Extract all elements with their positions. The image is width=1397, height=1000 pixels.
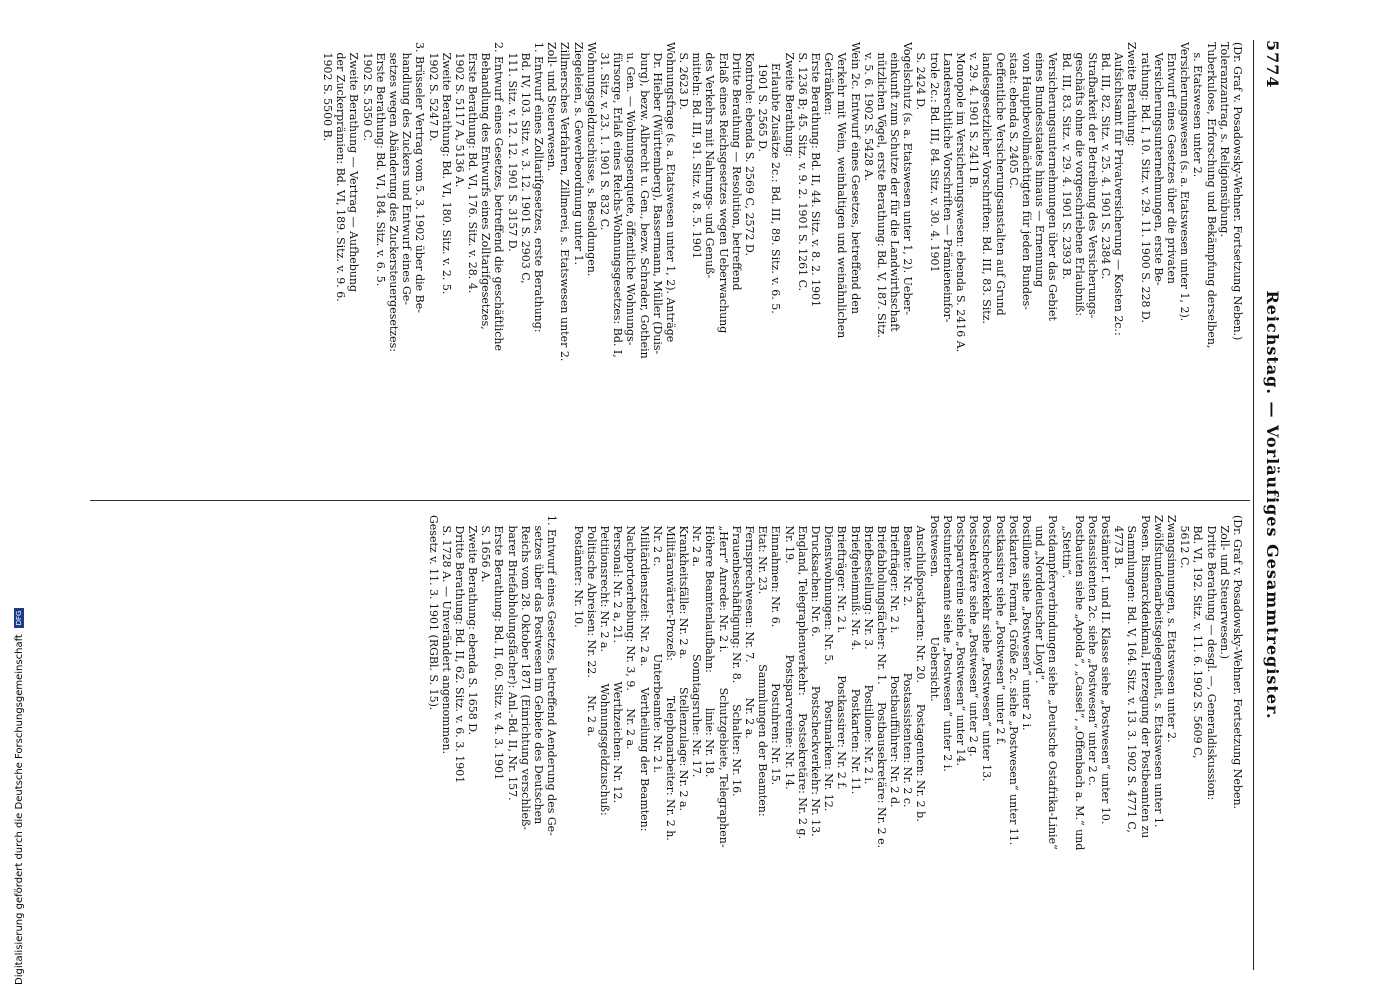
text-line: Zweite Berathung: Bd. VI, 180. Sitz. v. 2. 5.: [439, 42, 453, 295]
text-line: Postdampferverbindungen siehe „Deutsche Ostafrika-Linie“: [1046, 515, 1060, 850]
text-line: Monopole im Versicherungswesen: ebenda S. 2416 A.: [954, 42, 968, 353]
text-line: Briefträger: Nr. 2 i. Postkassirer: Nr. 2 f.: [835, 515, 849, 790]
text-line: Etat: Nr. 23. Sammlungen der Beamten:: [756, 515, 770, 817]
text-line: Zweite Berathung — Vertrag — Aufhebung: [347, 42, 361, 293]
text-line: Versicherungswesen (s. a. Etatswesen unter 1, 2).: [1178, 42, 1192, 322]
text-line: Anschlußpostkarten: Nr. 20. Postagenten: Nr. 2 b.: [914, 515, 928, 822]
text-line: Vogelschutz (s. a. Etatswesen unter 1, 2). Ueber-: [901, 42, 915, 315]
text-line: England, Telegraphenverkehr: Postsekretäre: Nr. 2 g.: [795, 515, 809, 840]
text-line: nützlichen Vögel, erste Berathung: Bd. V, 187. Sitz.: [874, 42, 888, 338]
text-line: Oeffentliche Versicherungsanstalten auf Grund: [993, 42, 1007, 316]
text-line: Dr. Hieber (Württemberg), Bassermann, Müller (Duis-: [650, 42, 664, 355]
text-line: der Zuckerprämien: Bd. VI, 189. Sitz. v. 9. 6.: [334, 42, 348, 302]
text-line: Zillmersches Verfahren, Zillmerei, s. Etatswesen unter 2.: [558, 42, 572, 362]
text-line: Bd. III, 82. Sitz. v. 25. 4. 1901 S. 2384 C.: [1099, 42, 1113, 280]
text-line: Erlaß eines Reichsgesetzes wegen Ueberwachung: [716, 42, 730, 334]
text-line: Strafbarkeit der Betreibung des Versicherungs-: [1085, 42, 1099, 319]
header-rule: [1253, 40, 1254, 970]
text-line: Zwölfstundenarbeitsgelegenheit, s. Etatswesen unter 1.: [1151, 515, 1165, 828]
text-line: Zoll- und Steuerwesen.: [545, 42, 559, 172]
text-line: Postämter: Nr. 10.: [571, 515, 585, 628]
text-line: 1902 S. 5500 B.: [321, 42, 335, 142]
text-line: Militärdienstzeit: Nr. 2 a. Vertheilung der Beamten:: [637, 515, 651, 832]
text-line: [558, 515, 571, 960]
text-line: Wohnungsfrage (s. a. Etatswesen unter 1, 2). Anträge: [663, 42, 677, 343]
text-line: (Dr. Graf v. Posadowsky-Wehner. Fortsetzung Neben.: [1231, 515, 1244, 810]
text-line: Drucksachen: Nr. 6. Postscheckverkehr: Nr. 13.: [809, 515, 822, 837]
text-line: Bd. IV, 103. Sitz. v. 3. 12. 1901 S. 2903 C,: [518, 42, 532, 284]
text-line: Nachportoerhebung: Nr. 3, 9. Nr. 2 a.: [624, 515, 638, 750]
text-line: Beamte: Nr. 2. Postassistenten: Nr. 2 c.: [901, 515, 915, 808]
text-line: Zweite Berathung:: [1125, 42, 1139, 147]
text-line: Nr. 2 c. Unterbeamte: Nr. 2 i.: [650, 515, 664, 774]
text-line: 1. Entwurf eines Gesetzes, betreffend Aenderung des Ge-: [545, 515, 559, 836]
text-line: Fernsprechwesen: Nr. 7. Nr. 2 a.: [743, 515, 757, 739]
text-line: burg), bezw. Albrecht u. Gen., bezw. Schrader, Gothein: [637, 42, 651, 359]
left-column: [321, 42, 1244, 487]
text-line: Militäranwärter-Prozeß: Telephonarbeiter: Nr. 2 h.: [663, 515, 677, 841]
text-line: Aufsichtsamt für Privatversicherung — Kosten 2c.:: [1112, 42, 1126, 336]
page-header: [1252, 40, 1282, 970]
text-line: setzes wegen Abänderung des Zuckersteuergesetzes:: [387, 42, 400, 352]
text-line: Dritte Berathung — desgl. —, Generaldiskussion:: [1204, 515, 1218, 801]
dfg-logo: DFG: [14, 608, 24, 628]
text-line: Dritte Berathung — Resolution, betreffend: [729, 42, 743, 291]
text-line: eines Bundesstaates hinaus — Ernennung: [1033, 42, 1047, 288]
text-line: Einnahmen: Nr. 6. Postuhren: Nr. 15.: [769, 515, 783, 786]
text-line: landesgesetzlicher Vorschriften: Bd. III, 83. Sitz.: [980, 42, 994, 324]
text-line: Wohnungsgeldzuschüsse, s. Besoldungen.: [584, 42, 598, 277]
text-line: Briefgeheimniß: Nr. 4. Postkarten: Nr. 11.: [848, 515, 862, 795]
text-line: Erste Berathung: Bd. II, 60. Sitz. v. 4. 3. 1901: [492, 515, 506, 781]
text-line: Postscheckverkehr siehe „Postwesen“ unter 13.: [980, 515, 994, 782]
text-line: Personal: Nr. 2 a, 21. Werthzeichen: Nr. 12.: [611, 515, 625, 804]
text-line: Bd. VI, 192. Sitz. v. 11. 6. 1902 S. 5609 C,: [1191, 515, 1205, 759]
text-line: v. 29. 4. 1901 S. 2411 B.: [967, 42, 981, 189]
text-line: Briefabholungsfächer: Nr. 1. Postbausekretäre: Nr. 2 e.: [874, 515, 888, 849]
text-line: Postillone siehe „Postwesen“ unter 2 i.: [1020, 515, 1033, 731]
text-line: Reichs vom 28. Oktober 1871 (Einrichtung verschließ-: [518, 515, 532, 831]
text-line: und „Norddeutscher Lloyd“.: [1033, 515, 1047, 684]
text-line: S. 2623 D.: [677, 42, 691, 111]
text-line: Sammlungen: Bd. V, 164. Sitz. v. 13. 3. 1902 S. 4771 C,: [1125, 515, 1139, 833]
text-line: „Herr“ Anrede: Nr. 2 i. Schutzgebiete, Telegraphen-: [716, 515, 730, 848]
text-line: Gesetz v. 11. 3. 1901 (RGBl. S. 15).: [426, 515, 440, 711]
text-line: einkunft zum Schutze der für die Landwirthschaft: [888, 42, 902, 332]
text-line: 5612 C.: [1178, 515, 1192, 569]
text-line: Nr. 19. Postsparvereine: Nr. 14.: [782, 515, 796, 790]
text-line: Posen. Bismarckdenkmal, Herzegung der Postbeamten zu: [1138, 515, 1152, 839]
text-line: barer Briefabholungsfächer): Anl.-Bd. II, Nr. 157.: [505, 515, 519, 801]
right-column: [426, 515, 1244, 960]
text-line: S. 1236 B; 45. Sitz. v. 9. 2. 1901 S. 1261 C.: [795, 42, 809, 292]
text-line: 111. Sitz. v. 12. 12. 1901 S. 3157 D.: [505, 42, 519, 252]
text-line: Kontrole: ebenda S. 2569 C, 2572 D.: [743, 42, 757, 256]
text-line: rathung: Bd. I, 10. Sitz. v. 29. 11. 1900 S. 228 D.: [1138, 42, 1152, 323]
page-number: 5774: [1263, 40, 1282, 89]
text-line: 1902 S. 5117 A, 5136 A.: [452, 42, 466, 188]
text-line: Landesrechtliche Vorschriften — Prämieneinfor-: [940, 42, 954, 323]
text-line: „Stettin“.: [1059, 515, 1073, 579]
text-line: Dritte Berathung: Bd. II, 62. Sitz. v. 6. 3. 1901: [452, 515, 466, 784]
text-line: Frauenbeschäftigung: Nr. 8. Schalter: Nr. 16.: [729, 515, 743, 797]
text-line: 1. Entwurf eines Zolltarifgesetzes, erste Berathung:: [532, 42, 546, 333]
text-line: geschäfts ohne die vorgeschriebene Erlaubniß:: [1072, 42, 1086, 317]
text-line: Wein 2c. Entwurf eines Gesetzes, betreffend den: [848, 42, 862, 314]
text-line: Postassistenten 2c. siehe „Postwesen“ unter 2 c.: [1085, 515, 1099, 786]
text-line: Postsparvereine siehe „Postwesen“ unter 14.: [954, 515, 968, 766]
text-line: Toleranzantrag, s. Religionsübung.: [1217, 42, 1231, 237]
text-line: Getränken:: [822, 42, 836, 116]
text-line: Versicherungsunternehmungen über das Gebiet: [1046, 42, 1060, 321]
text-line: fürsorge, Erlaß eines Reichs-Wohnungsgesetzes: Bd. I,: [611, 42, 625, 358]
text-line: Postsekretäre siehe „Postwesen“ unter 2 g.: [967, 515, 981, 757]
text-line: Postbauten siehe „Apolda“, „Cassel“, „Offenbach a. M.“ und: [1072, 515, 1086, 851]
text-line: v. 5. 6. 1902 S. 5428 A.: [861, 42, 875, 181]
text-line: Briefbestellung: Nr. 3. Postillone: Nr. 2 i.: [861, 515, 875, 785]
text-line: Verkehr mit Wein, weinhaltigen und weinähnlichen: [835, 42, 849, 339]
text-line: 1901 S. 2565 D.: [756, 42, 770, 153]
text-line: 3. Brüsseler Vertrag vom 5. 3. 1902 über die Be-: [413, 42, 427, 313]
text-line: Zweite Berathung:: [782, 42, 796, 157]
text-line: Krankheitsfälle: Nr. 2 a. Stellenzulage: Nr. 2 a.: [677, 515, 691, 812]
text-line: mitteln: Bd. III, 91. Sitz. v. 8. 5. 1901: [690, 42, 704, 259]
text-line: 1902 S. 5247 D.: [426, 42, 440, 142]
text-line: handlung des Zuckers und Entwurf eines Ge-: [400, 42, 414, 305]
page-title: Reichstag. — Vorläufiges Gesammtregister.: [1263, 290, 1282, 720]
text-line: Erlaubte Zusätze 2c.: Bd. III, 89. Sitz. v. 6. 5.: [769, 42, 783, 314]
text-line: Postkarten, Format, Größe 2c. siehe „Postwesen“ unter 11.: [1006, 515, 1020, 846]
text-line: Höhere Beamtenlaufbahn: linie: Nr. 18.: [703, 515, 717, 778]
text-line: Versicherungsunternehmungen, erste Be-: [1151, 42, 1165, 286]
text-line: 4773 B.: [1112, 515, 1126, 569]
text-line: Dienstwohnungen: Nr. 5. Postmarken: Nr. 12.: [822, 515, 836, 812]
text-line: von Hauptbevollmächtigten für jeden Bundes-: [1020, 42, 1033, 310]
text-line: Briefträger: Nr. 2 i. Postbaufführer: Nr. 2 d.: [888, 515, 902, 808]
text-line: Postämter I. und II. Klasse siehe „Postwesen“ unter 10.: [1099, 515, 1113, 825]
text-line: Ziegeleien, s. Gewerbeordnung unter 1.: [571, 42, 585, 266]
text-line: Petitionsrecht: Nr. 2 a. Wohnungsgeldzuschuß:: [598, 515, 611, 816]
text-line: 31. Sitz. v. 23. 1. 1901 S. 832 C.: [598, 42, 611, 231]
digitization-note-text: Digitalisierung gefördert durch die Deutsche Forschungsgemeinschaft: [14, 634, 25, 985]
digitization-note: [14, 608, 25, 985]
text-line: Postwesen. Uebersicht.: [927, 515, 941, 702]
text-line: Erste Berathung: Bd. VI, 176. Sitz. v. 28. 4.: [466, 42, 480, 294]
text-line: Zoll- und Steuerwesen.): [1217, 515, 1231, 659]
text-line: setzes über das Postwesen im Gebiete des Deutschen: [532, 515, 546, 825]
text-line: Politische Abreisen: Nr. 22. Nr. 2 a.: [584, 515, 598, 737]
text-line: Entwurf eines Gesetzes über die privaten: [1165, 42, 1179, 284]
column-divider: [90, 500, 1250, 501]
text-line: 1902 S. 5350 C.: [360, 42, 374, 142]
text-line: Zweite Berathung: ebenda S. 1658 D.: [466, 515, 480, 736]
text-line: Zwangsinnungen, s. Etatswesen unter 2.: [1165, 515, 1179, 743]
text-line: s. Etatswesen unter 2.: [1191, 42, 1205, 178]
text-line: (Dr. Graf v. Posadowsky-Wehner. Fortsetzung Neben.): [1231, 42, 1244, 341]
text-line: S. 1656 A.: [479, 515, 493, 583]
text-line: 2. Entwurf eines Gesetzes, betreffend die geschäftliche: [492, 42, 506, 351]
text-line: Postunterbeamte siehe „Postwesen“ unter 2 i.: [940, 515, 954, 772]
text-line: Bd. III, 83. Sitz. v. 29. 4. 1901 S. 2393 B.: [1059, 42, 1073, 280]
text-line: Nr. 2 a. Sonntagsruhe: Nr. 17.: [690, 515, 704, 778]
text-line: Erste Berathung: Bd. II, 44. Sitz. v. 8. 2. 1901: [809, 42, 822, 308]
text-line: trole 2c.: Bd. III, 84. Sitz. v. 30. 4. 1901: [927, 42, 941, 273]
text-line: Behandlung des Entwurfs eines Zolltarifgesetzes,: [479, 42, 493, 330]
text-line: des Verkehrs mit Nahrungs- und Genuß-: [703, 42, 717, 279]
text-line: Erste Berathung: Bd. VI, 184. Sitz. v. 6. 5.: [373, 42, 387, 287]
text-line: Postkassirer siehe „Postwesen“ unter 2 f.: [993, 515, 1007, 746]
text-line: S. 2424 D.: [914, 42, 928, 111]
text-line: S. 1728 A. — Unverändert angenommen.: [439, 515, 453, 755]
text-line: Tuberkulose, Erforschung und Bekämpfung derselben,: [1204, 42, 1218, 349]
text-line: staat: ebenda S. 2405 C.: [1006, 42, 1020, 189]
text-line: u. Gen. — Wohnungsenquete, öffentliche Wohnungs-: [624, 42, 638, 346]
